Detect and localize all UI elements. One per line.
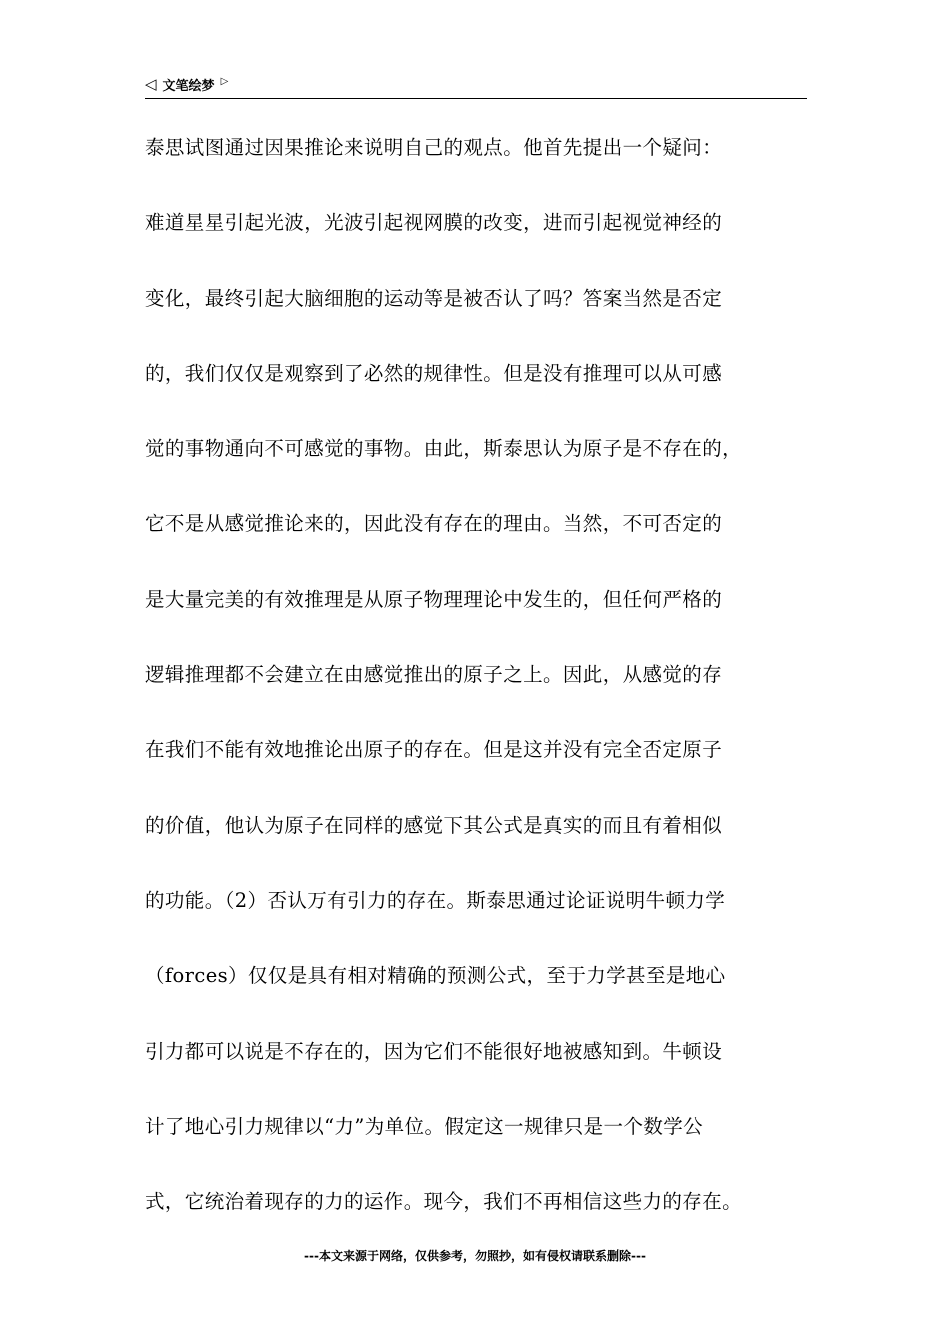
text-line: 是大量完美的有效推理是从原子物理理论中发生的，但任何严格的 <box>145 587 723 611</box>
page-header <box>145 72 807 99</box>
text-line: （forces）仅仅是具有相对精确的预测公式，至于力学甚至是地心 <box>145 964 726 988</box>
text-line: 逻辑推理都不会建立在由感觉推出的原子之上。因此，从感觉的存 <box>145 663 723 687</box>
text-line: 它不是从感觉推论来的，因此没有存在的理由。当然，不可否定的 <box>145 512 723 536</box>
text-line: 的价值，他认为原子在同样的感觉下其公式是真实的而且有着相似 <box>145 813 723 837</box>
text-line: 的功能。（2）否认万有引力的存在。斯泰思通过论证说明牛顿力学 <box>145 888 726 912</box>
text-line: 的，我们仅仅是观察到了必然的规律性。但是没有推理可以从可感 <box>145 361 723 385</box>
text-line: 难道星星引起光波，光波引起视网膜的改变，进而引起视觉神经的 <box>145 211 723 235</box>
footer-notice: ---本文来源于网络，仅供参考，勿照抄，如有侵权请联系删除--- <box>304 1249 646 1263</box>
triangle-left-icon: ◁ <box>145 75 157 93</box>
text-line: 觉的事物通向不可感觉的事物。由此，斯泰思认为原子是不存在的， <box>145 437 743 461</box>
header-brand <box>145 75 228 94</box>
text-line: 式，它统治着现存的力的运作。现今，我们不再相信这些力的存在。 <box>145 1190 743 1214</box>
text-line: 计了地心引力规律以“力”为单位。假定这一规律只是一个数学公 <box>145 1114 704 1138</box>
triangle-right-icon: ▷ <box>220 75 229 87</box>
header-title: 文笔绘梦 <box>162 79 215 94</box>
text-line: 引力都可以说是不存在的，因为它们不能很好地被感知到。牛顿设 <box>145 1039 723 1063</box>
text-line: 泰思试图通过因果推论来说明自己的观点。他首先提出一个疑问： <box>145 136 723 159</box>
text-line: 在我们不能有效地推论出原子的存在。但是这并没有完全否定原子 <box>145 738 723 762</box>
text-line: 变化，最终引起大脑细胞的运动等是被否认了吗？答案当然是否定 <box>145 286 723 310</box>
document-body <box>145 128 809 1257</box>
